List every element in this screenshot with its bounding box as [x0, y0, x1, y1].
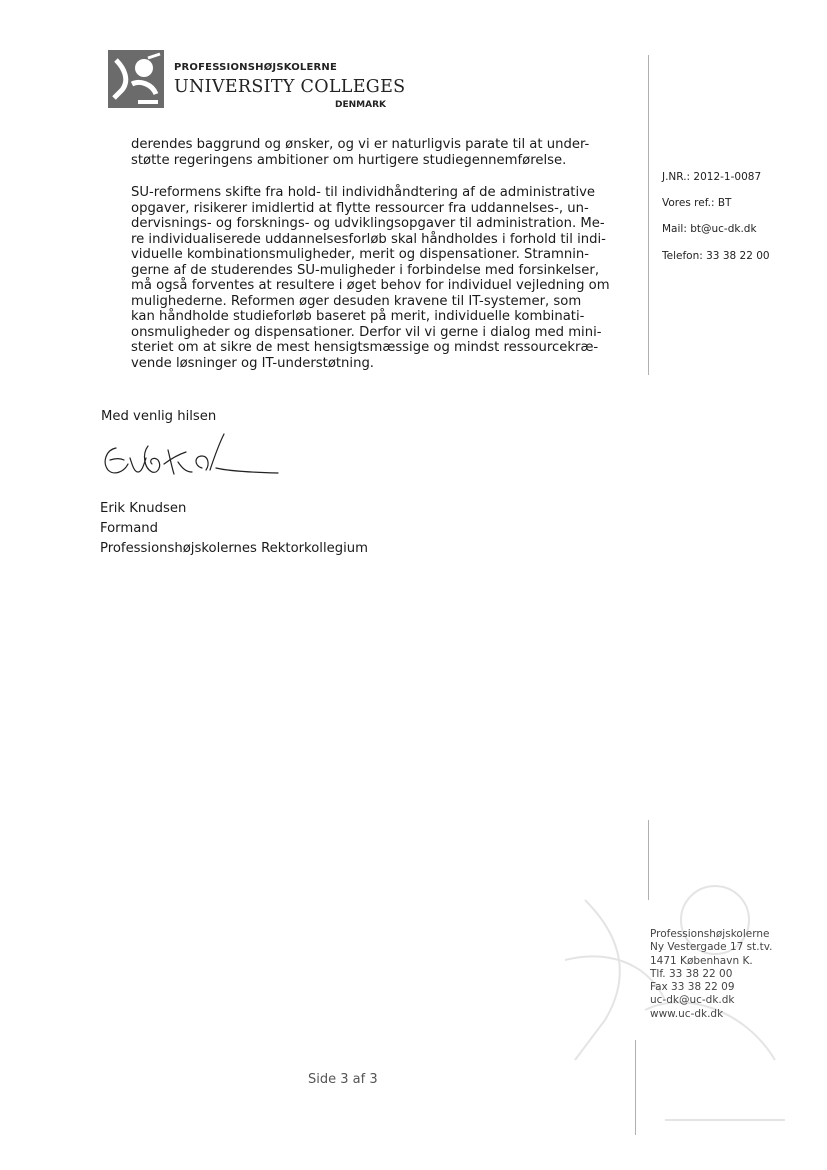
closing-greeting: Med venlig hilsen	[101, 409, 217, 424]
text-line: re individualiserede uddannelsesforløb skal håndholdes i forhold til indi-	[131, 231, 606, 247]
journal-number: J.NR.: 2012-1-0087	[662, 171, 762, 183]
margin-rule-top	[648, 55, 649, 375]
signature-block	[100, 499, 368, 559]
text-line: støtte regeringens ambitioner om hurtigere studiegennemførelse.	[131, 152, 567, 168]
address-line: 1471 København K.	[650, 954, 753, 967]
text-line: mulighederne. Reformen øger desuden kravene til IT-systemer, som	[131, 293, 582, 309]
address-line: uc-dk@uc-dk.dk	[650, 994, 735, 1007]
text-line: dervisnings- og forsknings- og udviklingsopgaver til administration. Me-	[131, 216, 605, 231]
signer-title: Formand	[100, 521, 159, 536]
address-line: Fax 33 38 22 09	[650, 981, 735, 994]
address-line: Tlf. 33 38 22 00	[650, 967, 733, 980]
phone: Telefon: 33 38 22 00	[662, 250, 770, 262]
text-line: derendes baggrund og ønsker, og vi er naturligvis parate til at under-	[131, 137, 590, 152]
logo-org-top: PROFESSIONSHØJSKOLERNE	[174, 62, 338, 73]
signature-image	[98, 428, 283, 488]
logo-mark-icon	[108, 50, 164, 108]
logo-org-main: UNIVERSITY COLLEGES	[174, 77, 406, 97]
text-line: gerne af de studerendes SU-muligheder i forbindelse med forsinkelser,	[131, 262, 600, 278]
reference: Vores ref.: BT	[662, 197, 732, 209]
text-line: vende løsninger og IT-understøtning.	[131, 355, 375, 371]
signer-name: Erik Knudsen	[100, 501, 187, 516]
address-block	[650, 928, 772, 1021]
page-number: Side 3 af 3	[308, 1072, 378, 1087]
text-line: viduelle kombinationsmuligheder, merit og dispensationer. Stramnin-	[131, 247, 590, 262]
address-line: Professionshøjskolerne	[650, 928, 770, 940]
text-line: onsmuligheder og dispensationer. Derfor vil vi gerne i dialog med mini-	[131, 324, 602, 340]
signer-organization: Professionshøjskolernes Rektorkollegium	[100, 541, 368, 556]
text-line: kan håndholde studieforløb baseret på merit, individuelle kombinati-	[131, 309, 585, 324]
address-line: Ny Vestergade 17 st.tv.	[650, 941, 773, 954]
address-line: www.uc-dk.dk	[650, 1007, 724, 1020]
text-line: SU-reformens skifte fra hold- til individhåndtering af de administrative	[131, 185, 596, 200]
text-line: opgaver, risikerer imidlertid at flytte ressourcer fra uddannelses-, un-	[131, 200, 589, 216]
body-paragraph-1	[131, 137, 631, 168]
logo-org-country: DENMARK	[335, 100, 386, 110]
text-line: må også forventes at resultere i øget behov for individuel vejledning om	[131, 278, 610, 293]
body-paragraph-2	[131, 185, 631, 371]
text-line: steriet om at sikre de mest hensigtsmæssige og mindst ressourcekræ-	[131, 340, 599, 355]
mail: Mail: bt@uc-dk.dk	[662, 223, 757, 235]
